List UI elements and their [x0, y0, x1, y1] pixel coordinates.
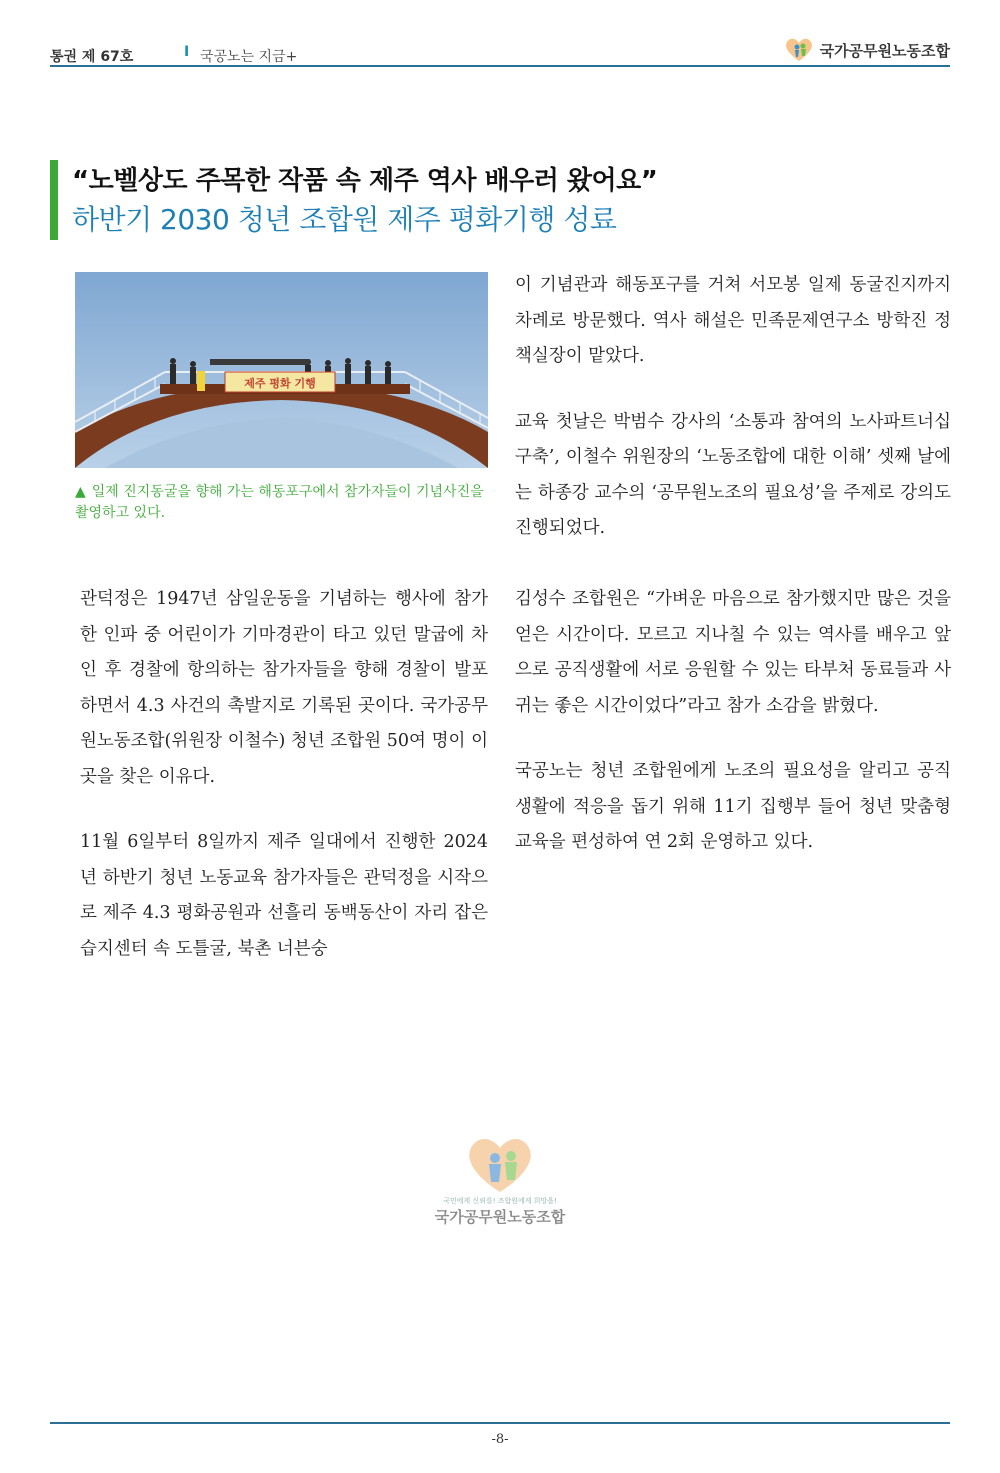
- logo-tagline: 국민에게 신뢰를! 조합원에게 희망을!: [443, 1197, 557, 1205]
- footer-union-logo: [425, 1130, 575, 1230]
- banner-text: 제주 평화 기행: [244, 377, 316, 390]
- org-logo: [784, 38, 950, 62]
- union-heart-logo-icon: [425, 1130, 575, 1196]
- body-column-right-bottom: [515, 582, 951, 891]
- body-paragraph: 11월 6일부터 8일까지 제주 일대에서 진행한 2024년 하반기 청년 노동교육 참가자들은 관덕정을 시작으로 제주 4.3 평화공원과 선흘리 동백동산이 자리 잡은 습지센터 속 도틀굴, 북촌 너븐숭: [80, 832, 488, 959]
- org-name: 국가공무원노동조합: [819, 41, 950, 60]
- logo-name: 국가공무원노동조합: [434, 1208, 566, 1226]
- footer-rule: [50, 1422, 950, 1424]
- caption-text: 일제 진지동굴을 향해 가는 해동포구에서 참가자들이 기념사진을 촬영하고 있다.: [75, 484, 484, 521]
- bridge-photo-illustration: [75, 272, 488, 468]
- page-header: [50, 38, 950, 68]
- article-subheadline: 하반기 2030 청년 조합원 제주 평화기행 성료: [72, 203, 617, 236]
- page-number: -8-: [491, 1432, 509, 1447]
- body-column-left: [80, 582, 488, 997]
- header-rule: [50, 65, 950, 67]
- article-headline: “노벨상도 주목한 작품 속 제주 역사 배우러 왔어요”: [72, 166, 658, 196]
- section-name: 국공노는 지금+: [200, 49, 298, 65]
- issue-number: 통권 제 67호: [50, 49, 134, 65]
- body-paragraph: 관덕정은 1947년 삼일운동을 기념하는 행사에 참가한 인파 중 어린이가 기마경관이 타고 있던 말굽에 차인 후 경찰에 항의하는 참가자들을 향해 경찰이 발포하면서 4.3 사건의 촉발지로 기록된 곳이다. 국가공무원노동조합(위원장 이철수) 청년 조합원 50여 명이 이곳을 찾은 이유다.: [80, 589, 488, 787]
- header-separator: I: [184, 44, 190, 60]
- body-paragraph: 김성수 조합원은 “가벼운 마음으로 참가했지만 많은 것을 얻은 시간이다. 모르고 지나칠 수 있는 역사를 배우고 앞으로 공직생활에 서로 응원할 수 있는 타부처 동료들과 사귀는 좋은 시간이었다”라고 참가 소감을 밝혔다.: [515, 589, 951, 716]
- body-paragraph: 이 기념관과 해동포구를 거쳐 서모봉 일제 동굴진지까지 차례로 방문했다. 역사 해설은 민족문제연구소 방학진 정책실장이 맡았다.: [515, 275, 951, 366]
- title-accent-bar: [50, 160, 58, 240]
- caption-arrow-icon: ▲: [75, 484, 86, 500]
- union-logo-icon: [784, 37, 814, 63]
- article-photo: [75, 272, 488, 468]
- body-column-right-top: [515, 268, 951, 577]
- body-paragraph: 교육 첫날은 박범수 강사의 ‘소통과 참여의 노사파트너십 구축’, 이철수 위원장의 ‘노동조합에 대한 이해’ 셋째 날에는 하종강 교수의 ‘공무원노조의 필요성’을 주제로 강의도 진행되었다.: [515, 411, 951, 538]
- body-paragraph: 국공노는 청년 조합원에게 노조의 필요성을 알리고 공직생활에 적응을 돕기 위해 11기 집행부 들어 청년 맞춤형 교육을 편성하여 연 2회 운영하고 있다.: [515, 761, 951, 852]
- photo-caption: [75, 482, 488, 524]
